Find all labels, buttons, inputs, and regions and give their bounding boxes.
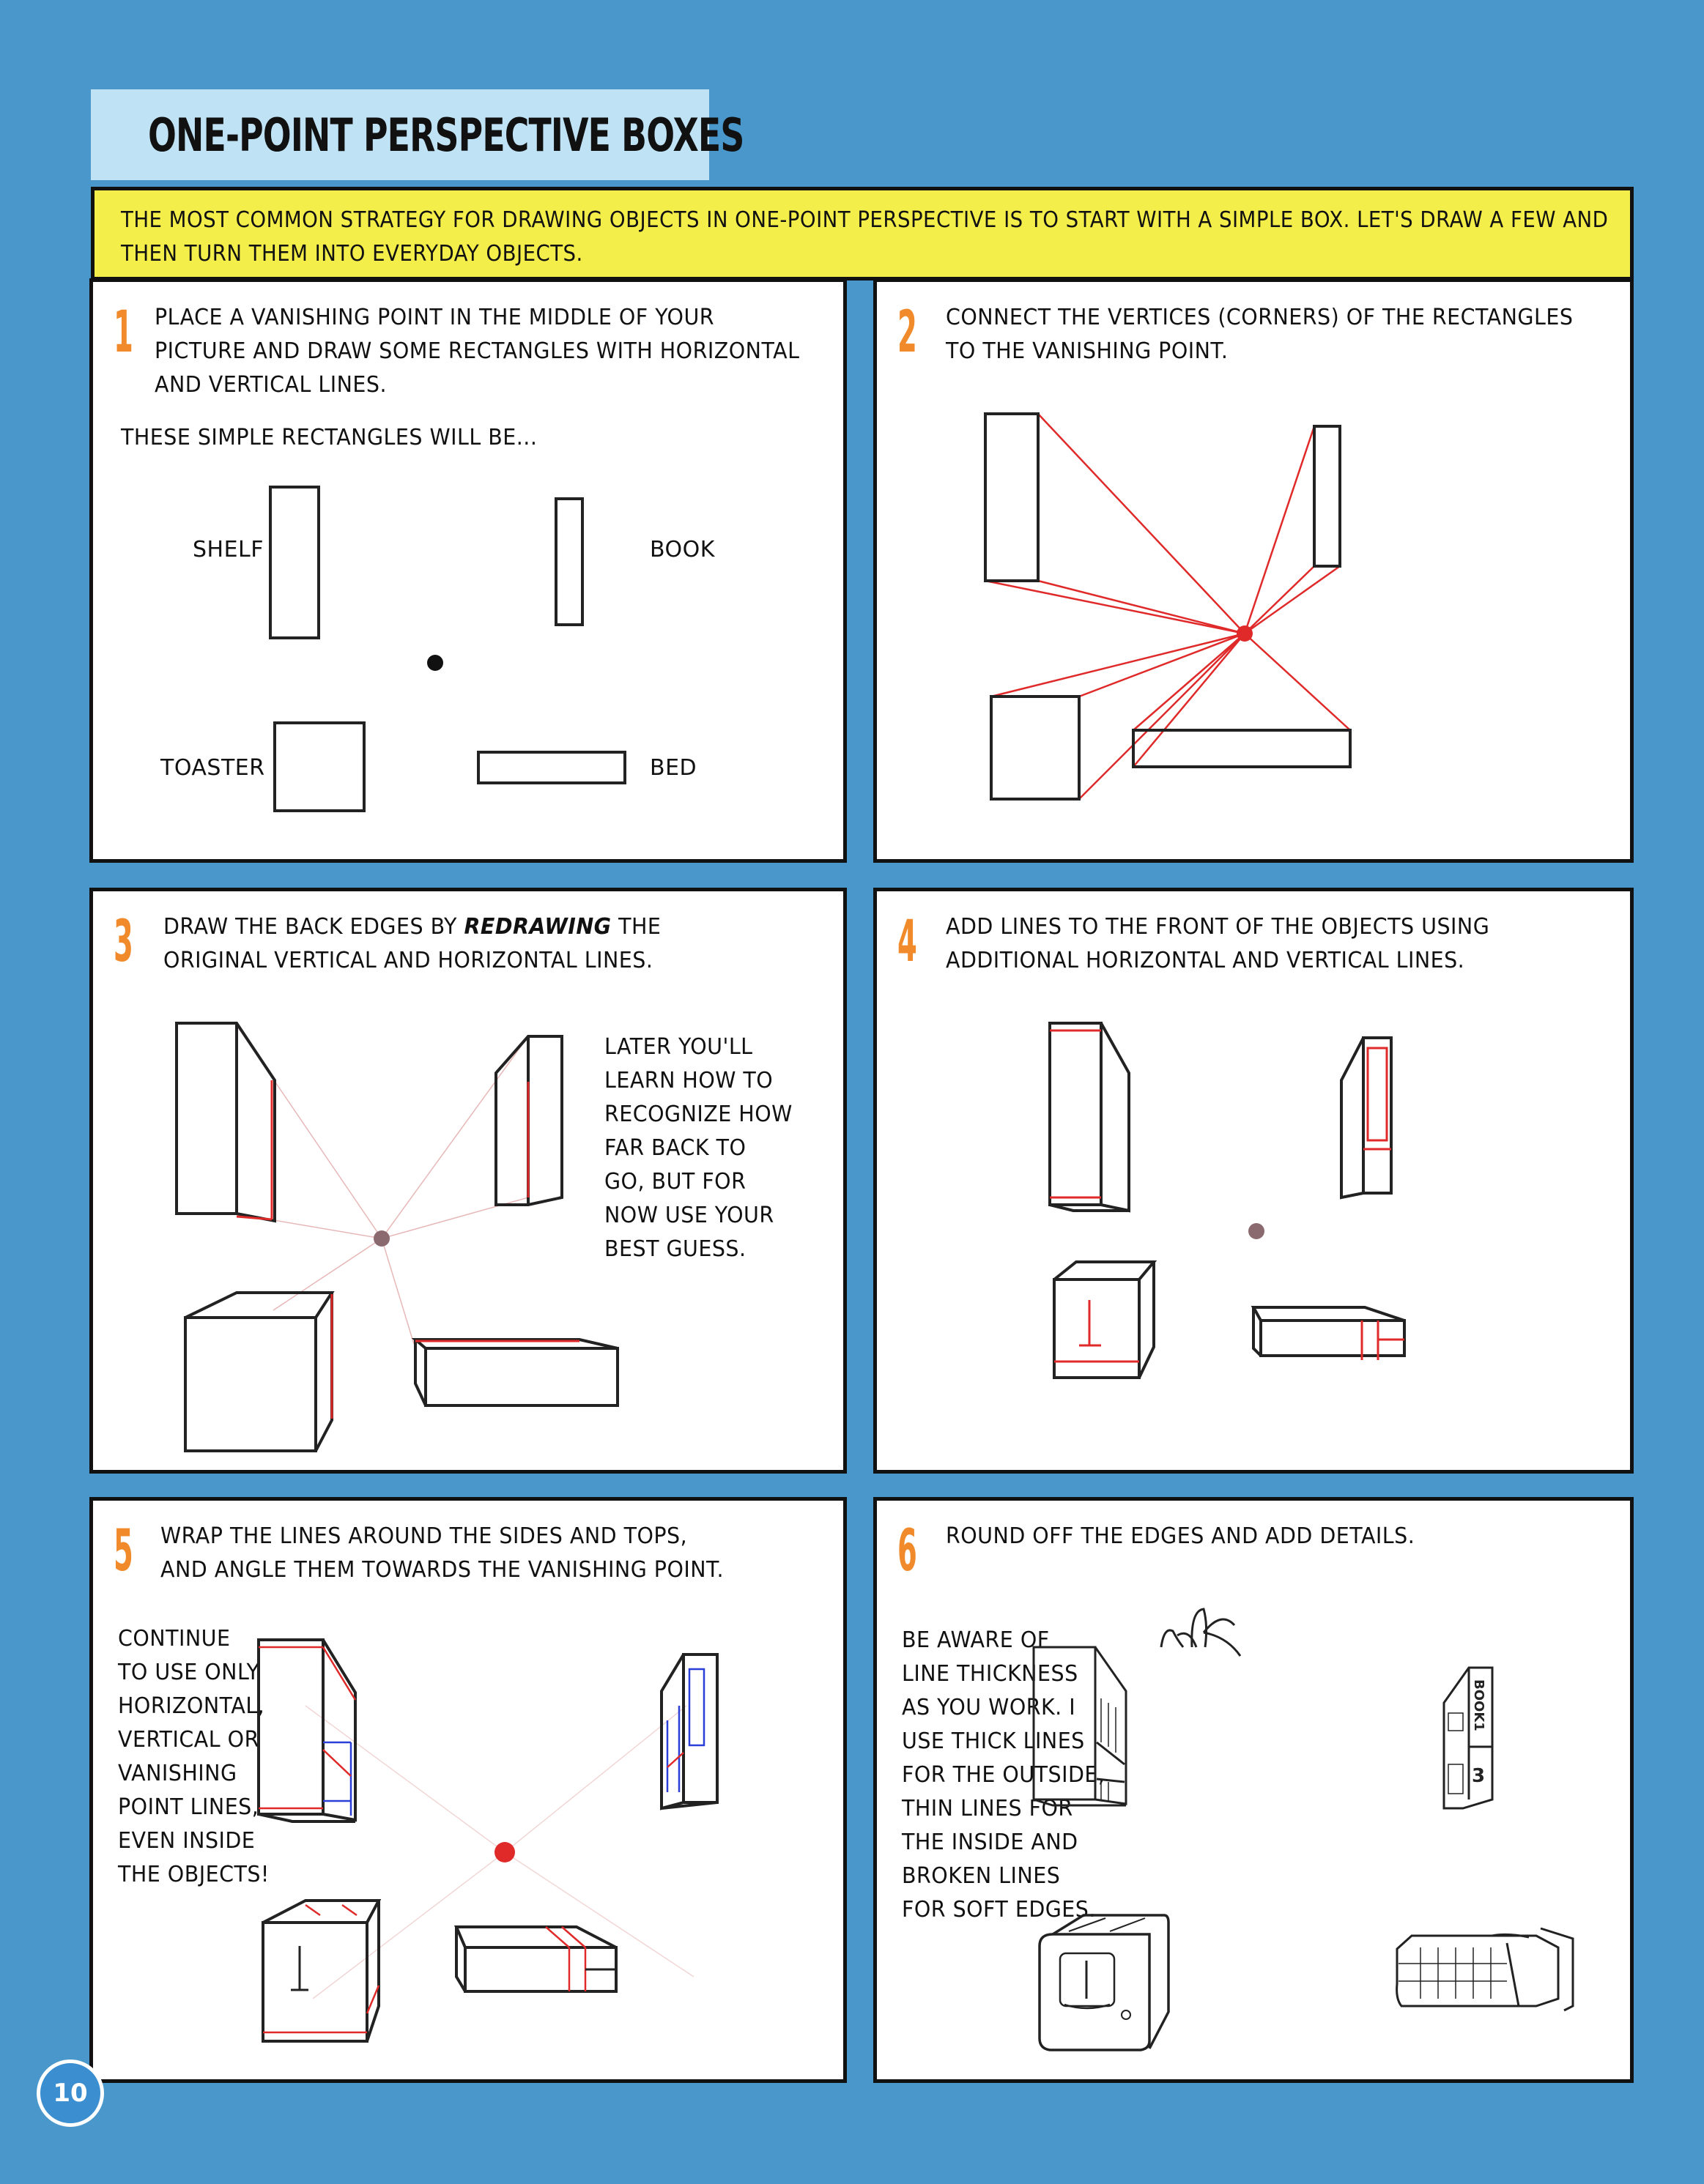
intro-callout: [91, 187, 1634, 281]
instruction-line: DRAW THE BACK EDGES BY REDRAWING THE: [163, 914, 662, 940]
instruction-line: PLACE A VANISHING POINT IN THE MIDDLE OF YOUR: [155, 305, 715, 330]
step-note: CONTINUE TO USE ONLY HORIZONTAL, VERTICAL OR VANISHING POINT LINES, EVEN INSIDE THE OBJECTS!: [118, 1626, 270, 1887]
step-6-panel: [873, 1497, 1634, 2083]
instruction-line: PICTURE AND DRAW SOME RECTANGLES WITH HORIZONTAL: [155, 338, 800, 364]
title-banner: [91, 89, 744, 180]
label-toaster: TOASTER: [160, 755, 265, 781]
vanishing-point-icon: [427, 655, 443, 671]
intro-text: THE MOST COMMON STRATEGY FOR DRAWING OBJECTS IN ONE-POINT PERSPECTIVE IS TO START WITH A SIMPLE BOX. LET'S DRAW A FEW AND THEN TURN THEM INTO EVERYDAY OBJECTS.: [121, 207, 1609, 267]
instruction-line: ROUND OFF THE EDGES AND ADD DETAILS.: [946, 1523, 1415, 1549]
step-number: 3: [114, 909, 133, 975]
step-note: BE AWARE OF LINE THICKNESS AS YOU WORK. I USE THICK LINES FOR THE OUTSIDE, THIN LINES FOR THE INSIDE AND BROKEN LINES FOR SOFT EDGES.: [902, 1627, 1105, 1923]
step-3-panel: [89, 888, 847, 1474]
step-note: LATER YOU'LL LEARN HOW TO RECOGNIZE HOW FAR BACK TO GO, BUT FOR NOW USE YOUR BEST GUESS.: [604, 1034, 793, 1262]
instruction-line: ORIGINAL VERTICAL AND HORIZONTAL LINES.: [163, 948, 653, 973]
label-shelf: SHELF: [193, 537, 264, 562]
finished-objects-illustration: [877, 1501, 1637, 2087]
step-5-panel: [89, 1497, 847, 2083]
step-number: 5: [114, 1518, 133, 1584]
instruction-line: WRAP THE LINES AROUND THE SIDES AND TOPS,: [160, 1523, 688, 1549]
step-number: 2: [897, 300, 917, 365]
page-number-badge: 10: [37, 2059, 104, 2127]
step-number: 6: [897, 1518, 917, 1584]
book-volume-number: 3: [1472, 1765, 1486, 1787]
vanishing-point-icon: [374, 1230, 390, 1247]
vanishing-lines-diagram: [877, 282, 1637, 866]
front-lines-diagram: [877, 891, 1637, 1477]
book-spine-title: BOOK1: [1471, 1679, 1486, 1731]
instruction-line: AND ANGLE THEM TOWARDS THE VANISHING POINT.: [160, 1557, 725, 1583]
label-book: BOOK: [650, 537, 715, 562]
toaster-icon: [1040, 1915, 1168, 2050]
instruction-line: CONNECT THE VERTICES (CORNERS) OF THE RECTANGLES: [946, 305, 1574, 330]
rectangles-diagram: [93, 282, 851, 866]
vanishing-point-icon: [1237, 625, 1253, 642]
wrap-lines-diagram: [93, 1501, 851, 2087]
instruction-line: ADDITIONAL HORIZONTAL AND VERTICAL LINES.: [946, 948, 1465, 973]
step-1-panel: [89, 278, 847, 863]
vanishing-point-icon: [494, 1842, 515, 1862]
instruction-line: TO THE VANISHING POINT.: [946, 338, 1229, 364]
bookshelf-icon: [1034, 1609, 1240, 1805]
step-2-panel: [873, 278, 1634, 863]
instruction-line: AND VERTICAL LINES.: [155, 372, 387, 398]
page-title: ONE-POINT PERSPECTIVE BOXES: [148, 108, 744, 162]
label-bed: BED: [650, 755, 697, 781]
step-number: 4: [897, 909, 917, 975]
step-number: 1: [114, 300, 133, 365]
step-4-panel: [873, 888, 1634, 1474]
back-edges-diagram: [93, 891, 851, 1477]
step-note: THESE SIMPLE RECTANGLES WILL BE...: [121, 425, 538, 450]
vanishing-point-icon: [1248, 1223, 1264, 1239]
bed-icon: [1397, 1928, 1573, 2010]
emphasis-redrawing: REDRAWING: [464, 914, 612, 940]
instruction-line: ADD LINES TO THE FRONT OF THE OBJECTS USING: [946, 914, 1490, 940]
